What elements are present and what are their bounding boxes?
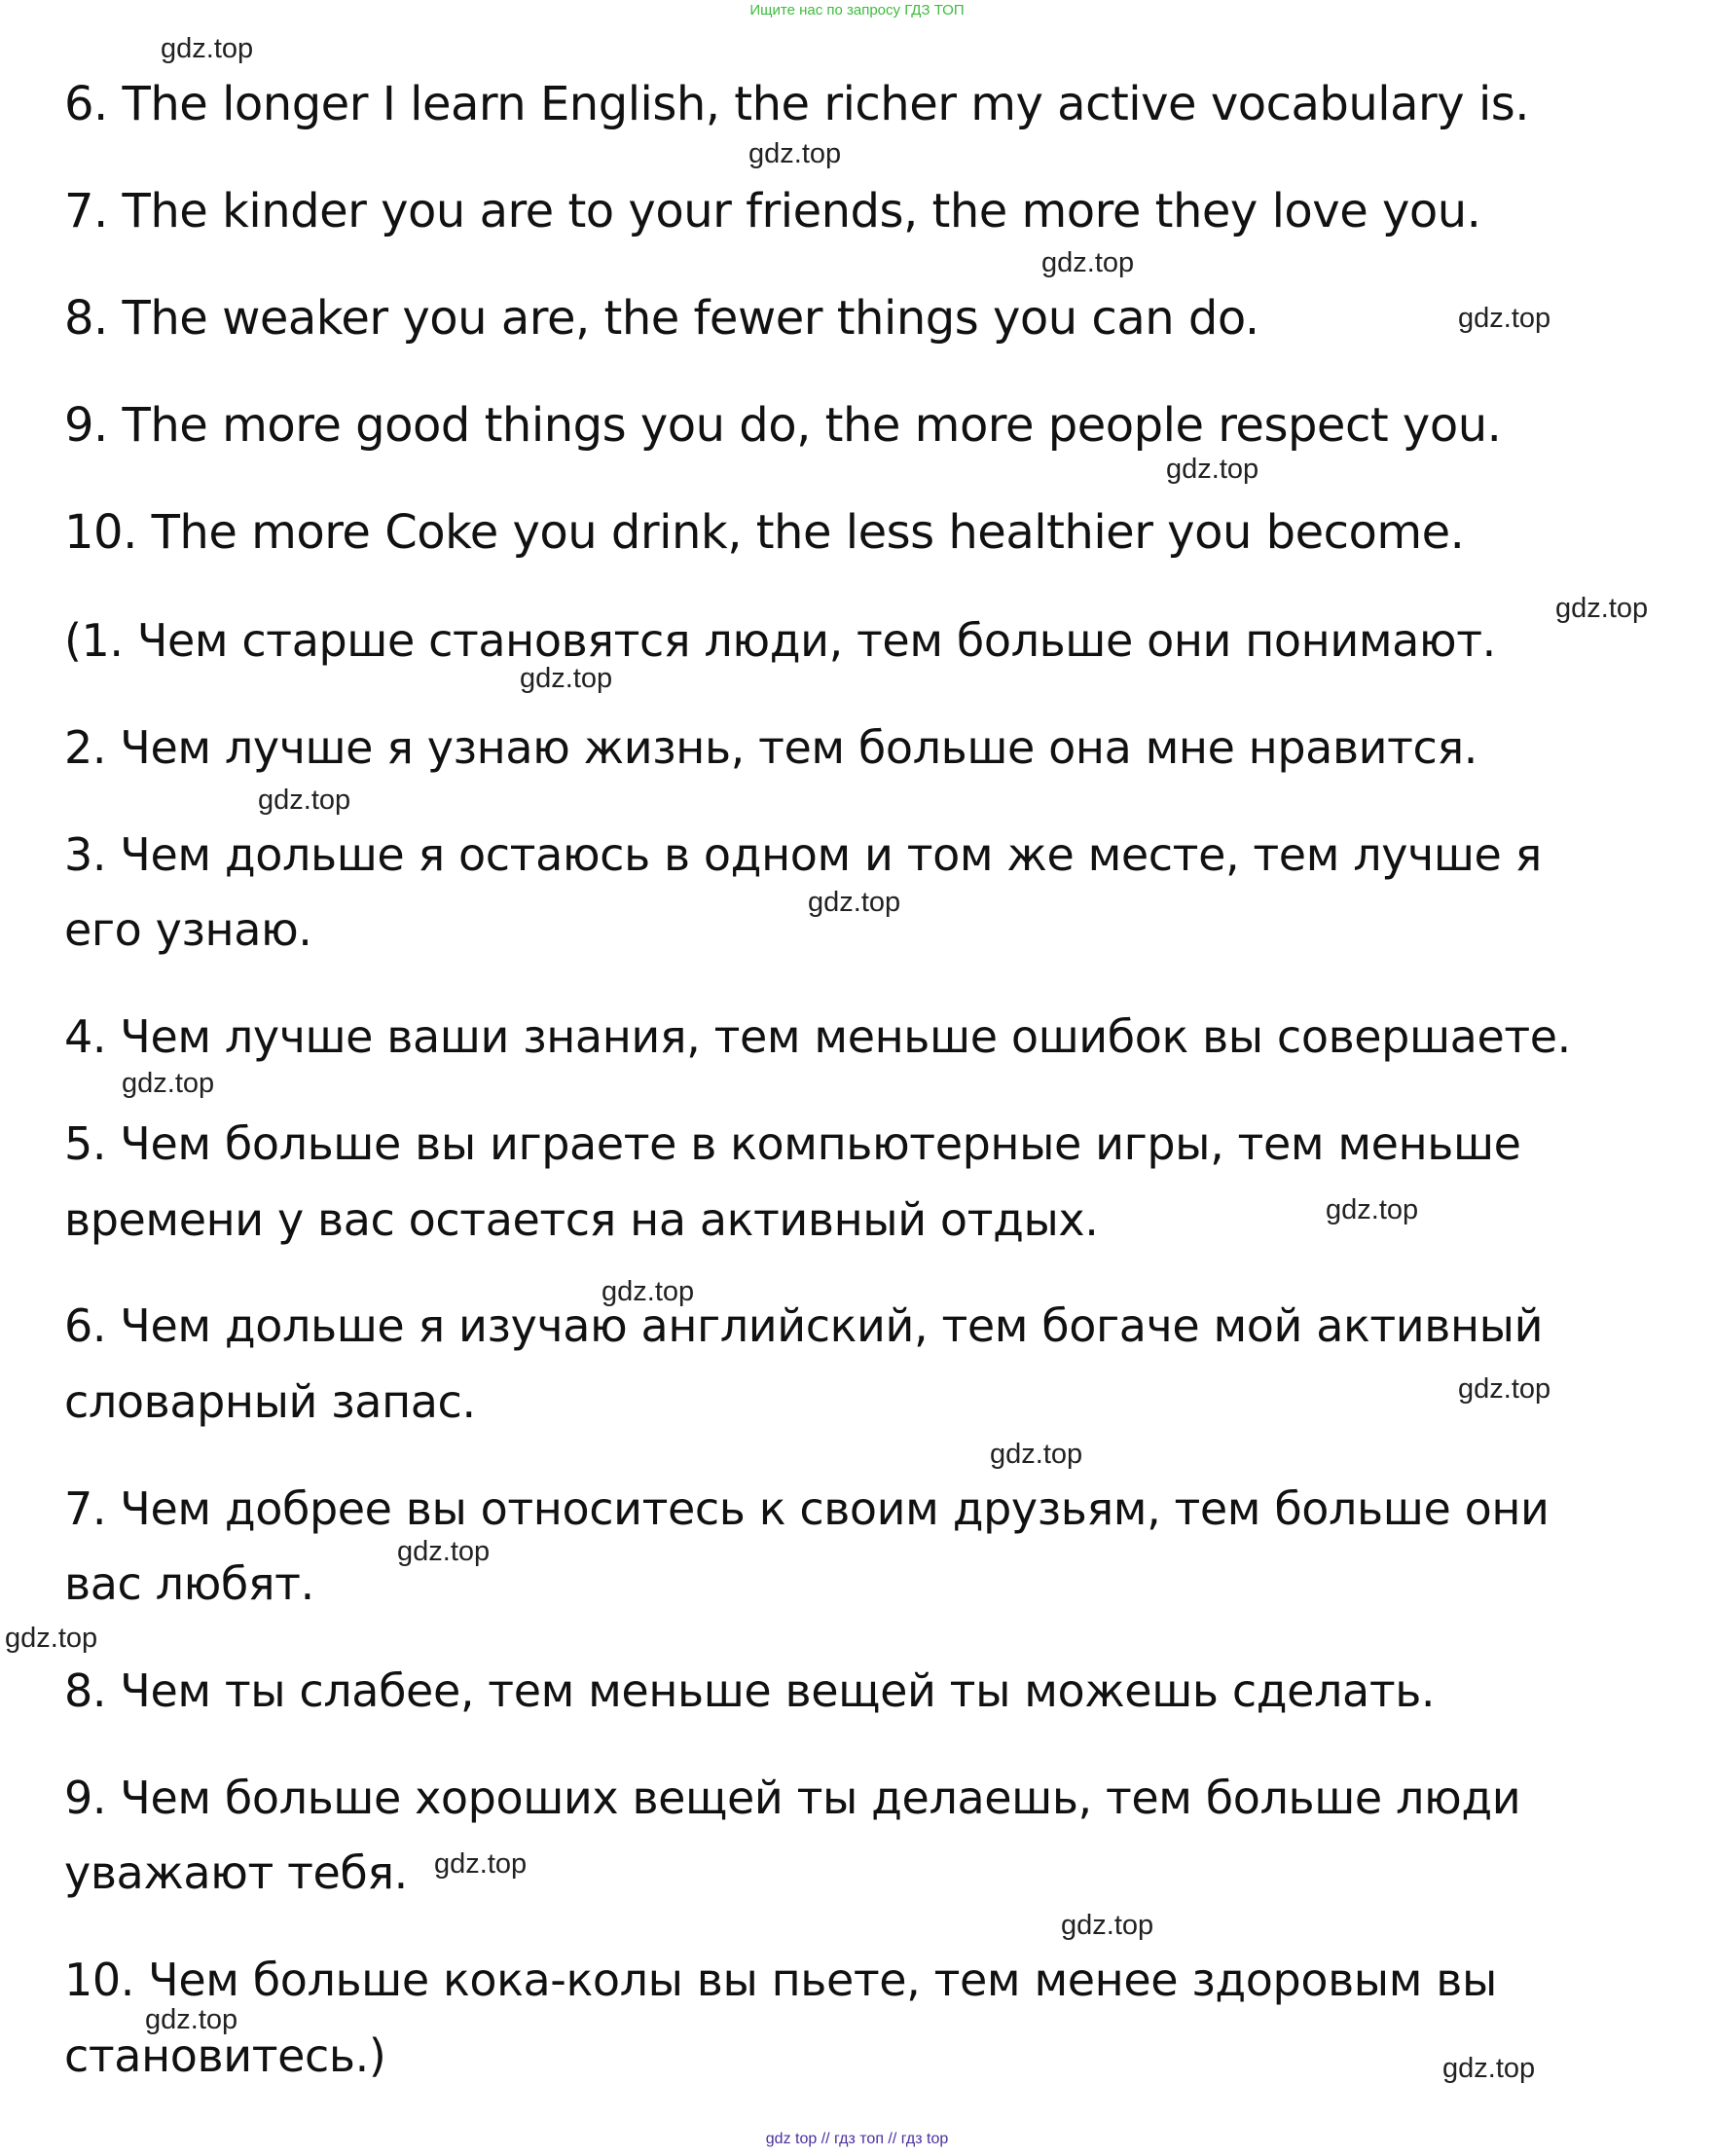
sentence-ru-4: 4. Чем лучше ваши знания, тем меньше ошибок вы совершаете. xyxy=(64,1010,1571,1063)
sentence-ru-10-line2: становитесь.) xyxy=(64,2029,386,2082)
sentence-ru-7-line2: вас любят. xyxy=(64,1557,314,1610)
watermark: gdz.top xyxy=(1458,1373,1551,1405)
watermark: gdz.top xyxy=(602,1276,695,1307)
sentence-ru-7-line1: 7. Чем добрее вы относитесь к своим друзьям, тем больше они xyxy=(64,1482,1550,1535)
watermark: gdz.top xyxy=(748,138,842,169)
sentence-en-8: 8. The weaker you are, the fewer things you can do. xyxy=(64,291,1259,346)
watermark: gdz.top xyxy=(1442,2053,1536,2084)
watermark: gdz.top xyxy=(434,1848,528,1880)
watermark: gdz.top xyxy=(161,33,254,64)
watermark: gdz.top xyxy=(808,887,901,918)
sentence-ru-5-line2: времени у вас остается на активный отдых. xyxy=(64,1193,1099,1246)
watermark: gdz.top xyxy=(397,1536,491,1567)
sentence-ru-3-line2: его узнаю. xyxy=(64,903,312,956)
sentence-en-6: 6. The longer I learn English, the richer my active vocabulary is. xyxy=(64,77,1530,131)
watermark: gdz.top xyxy=(1166,454,1259,485)
sentence-ru-6-line2: словарный запас. xyxy=(64,1375,476,1428)
watermark: gdz.top xyxy=(258,785,351,816)
watermark: gdz.top xyxy=(1326,1194,1419,1225)
sentence-en-10: 10. The more Coke you drink, the less healthier you become. xyxy=(64,505,1465,560)
watermark: gdz.top xyxy=(1555,593,1649,624)
watermark: gdz.top xyxy=(5,1623,98,1654)
footer-links: gdz top // гдз топ // гдз top xyxy=(765,2131,949,2147)
sentence-en-7: 7. The kinder you are to your friends, the more they love you. xyxy=(64,184,1481,238)
sentence-ru-3-line1: 3. Чем дольше я остаюсь в одном и том же месте, тем лучше я xyxy=(64,828,1542,881)
watermark: gdz.top xyxy=(1458,303,1551,334)
sentence-ru-1: (1. Чем старше становятся люди, тем больше они понимают. xyxy=(64,614,1496,667)
sentence-ru-6-line1: 6. Чем дольше я изучаю английский, тем богаче мой активный xyxy=(64,1299,1544,1352)
sentence-ru-9-line1: 9. Чем больше хороших вещей ты делаешь, тем больше люди xyxy=(64,1772,1521,1824)
watermark: gdz.top xyxy=(1061,1910,1154,1941)
sentence-ru-2: 2. Чем лучше я узнаю жизнь, тем больше она мне нравится. xyxy=(64,721,1477,774)
sentence-ru-9-line2: уважают тебя. xyxy=(64,1846,408,1899)
watermark: gdz.top xyxy=(1041,247,1135,278)
sentence-ru-8: 8. Чем ты слабее, тем меньше вещей ты можешь сделать. xyxy=(64,1664,1436,1717)
watermark: gdz.top xyxy=(520,663,613,694)
watermark: gdz.top xyxy=(990,1439,1083,1470)
sentence-ru-5-line1: 5. Чем больше вы играете в компьютерные игры, тем меньше xyxy=(64,1117,1521,1170)
search-banner: Ищите нас по запросу ГДЗ ТОП xyxy=(749,2,965,18)
watermark: gdz.top xyxy=(145,2004,238,2035)
sentence-en-9: 9. The more good things you do, the more people respect you. xyxy=(64,398,1502,453)
watermark: gdz.top xyxy=(122,1068,215,1099)
sentence-ru-10-line1: 10. Чем больше кока-колы вы пьете, тем менее здоровым вы xyxy=(64,1954,1497,2006)
